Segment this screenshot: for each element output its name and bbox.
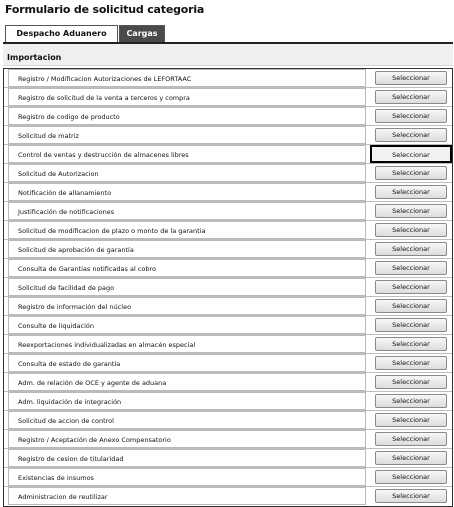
list-item [4, 107, 452, 126]
list-item [4, 240, 452, 259]
select-button[interactable]: Seleccionar [375, 413, 447, 427]
list-item [4, 411, 452, 430]
select-button[interactable]: Seleccionar [375, 71, 447, 85]
list-item [4, 430, 452, 449]
list-item [4, 88, 452, 107]
list-item [4, 297, 452, 316]
category-label: Reexportaciones individualizadas en almacén especial [8, 335, 366, 353]
category-label: Consulta de Garantias notificadas al cobro [8, 259, 366, 277]
list-item [4, 202, 452, 221]
select-button[interactable]: Seleccionar [375, 90, 447, 104]
category-label: Solicitud de modificacion de plazo o monto de la garantia [8, 221, 366, 239]
select-button[interactable]: Seleccionar [375, 489, 447, 503]
list-item [4, 487, 452, 506]
select-button[interactable]: Seleccionar [375, 242, 447, 256]
category-label: Registro / Aceptación de Anexo Compensatorio [8, 430, 366, 448]
select-button[interactable]: Seleccionar [375, 109, 447, 123]
tab-despacho-aduanero[interactable]: Despacho Aduanero [5, 25, 118, 42]
tab-bar [3, 25, 453, 44]
category-label: Adm. de relación de OCE y agente de aduana [8, 373, 366, 391]
category-label: Solicitud de Autorizacion [8, 164, 366, 182]
page-title: Formulario de solicitud categoria [5, 3, 205, 16]
category-label: Registro de codigo de producto [8, 107, 366, 125]
list-item [4, 145, 452, 164]
category-label: Control de ventas y destrucción de almacenes libres [8, 145, 366, 163]
select-button[interactable]: Seleccionar [375, 356, 447, 370]
category-label: Solicitud de aprobación de garantía [8, 240, 366, 258]
list-item [4, 69, 452, 88]
list-item [4, 126, 452, 145]
select-button[interactable]: Seleccionar [375, 185, 447, 199]
list-item [4, 354, 452, 373]
select-button[interactable]: Seleccionar [375, 261, 447, 275]
section-header-importacion: Importacion [3, 44, 453, 66]
list-item [4, 259, 452, 278]
category-label: Registro / Modificacion Autorizaciones de LEFORTAAC [8, 69, 366, 87]
select-button[interactable]: Seleccionar [375, 318, 447, 332]
category-label: Administracion de reutilizar [8, 487, 366, 505]
category-label: Solicitud de facilidad de pago [8, 278, 366, 296]
list-item [4, 316, 452, 335]
select-button[interactable]: Seleccionar [375, 337, 447, 351]
select-button[interactable]: Seleccionar [375, 299, 447, 313]
select-button[interactable]: Seleccionar [375, 128, 447, 142]
select-button[interactable]: Seleccionar [375, 451, 447, 465]
select-button[interactable]: Seleccionar [375, 280, 447, 294]
category-label: Justificación de notificaciones [8, 202, 366, 220]
request-category-list [3, 68, 453, 507]
category-label: Consulta de estado de garantía [8, 354, 366, 372]
select-button[interactable]: Seleccionar [375, 470, 447, 484]
category-label: Solicitud de accion de control [8, 411, 366, 429]
category-label: Consulte de liquidación [8, 316, 366, 334]
list-item [4, 392, 452, 411]
category-label: Registro de solicitud de la venta a terceros y compra [8, 88, 366, 106]
select-button[interactable]: Seleccionar [375, 394, 447, 408]
tab-cargas[interactable]: Cargas [119, 25, 165, 42]
category-label: Solicitud de matriz [8, 126, 366, 144]
list-item [4, 335, 452, 354]
list-item [4, 278, 452, 297]
category-label: Registro de cesion de titularidad [8, 449, 366, 467]
select-button[interactable]: Seleccionar [375, 166, 447, 180]
list-item [4, 183, 452, 202]
list-item [4, 449, 452, 468]
category-label: Registro de información del núcleo [8, 297, 366, 315]
list-item [4, 221, 452, 240]
list-item [4, 164, 452, 183]
select-button[interactable]: Seleccionar [375, 432, 447, 446]
select-button[interactable]: Seleccionar [375, 223, 447, 237]
select-button[interactable]: Seleccionar [375, 375, 447, 389]
list-item [4, 468, 452, 487]
category-label: Notificación de allanamiento [8, 183, 366, 201]
category-label: Adm. liquidación de integración [8, 392, 366, 410]
select-button[interactable]: Seleccionar [370, 145, 452, 163]
category-label: Existencias de insumos [8, 468, 366, 486]
list-item [4, 373, 452, 392]
select-button[interactable]: Seleccionar [375, 204, 447, 218]
